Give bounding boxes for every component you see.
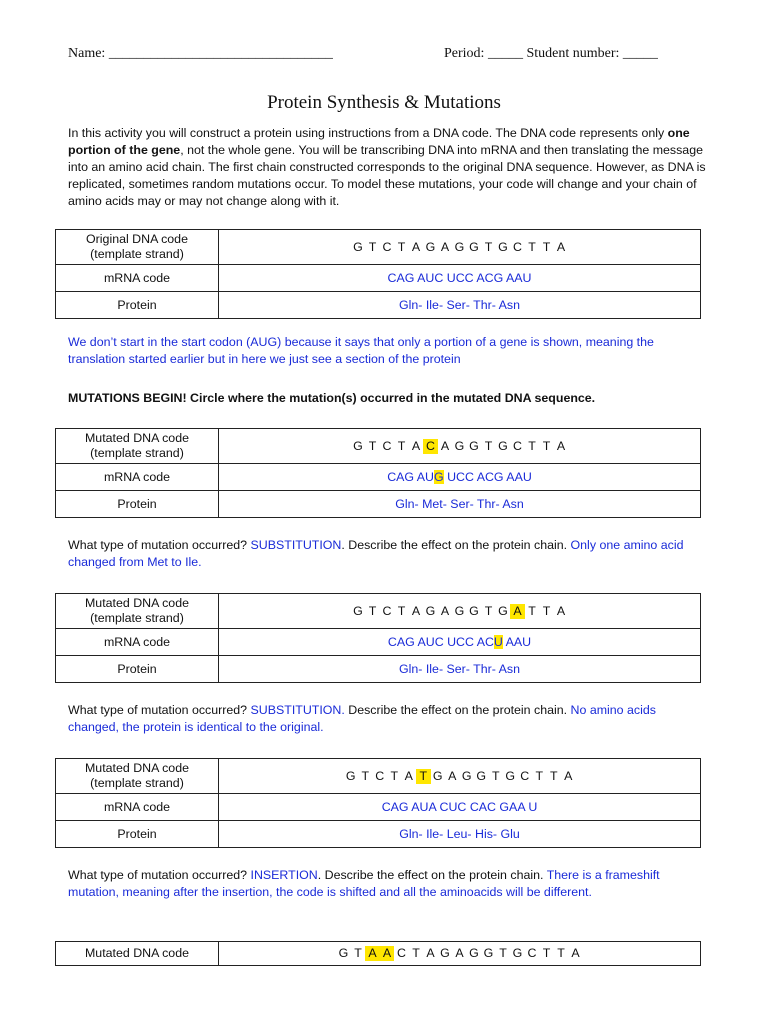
- answer-effect: Only one amino acid changed from Met to Ile.: [68, 538, 684, 569]
- intro-text-2: , not the whole gene. You will be transcribing DNA into mRNA and then translating the message into an amino acid chain. The first chain constructed corresponds to the original DNA sequence. However, as DNA is replicated, sometimes random mutations occur. To model these mutations, your code will change and your chain of amino acids may or may not change along with it.: [68, 143, 706, 208]
- dna-base: T: [542, 603, 551, 618]
- question-text-middle: . Describe the effect on the protein chain.: [341, 538, 571, 552]
- dna-base: T: [390, 768, 399, 783]
- label-line-1: Original DNA code: [86, 232, 188, 246]
- dna-code-label: [56, 594, 219, 629]
- dna-base: A: [448, 768, 457, 783]
- dna-code-label: [56, 230, 219, 265]
- dna-base: T: [535, 768, 544, 783]
- protein-label: Protein: [56, 656, 219, 683]
- label-line-2: (template strand): [90, 446, 184, 460]
- dna-sequence: [219, 429, 701, 464]
- label-line-1: Mutated DNA code: [84, 431, 189, 445]
- dna-base: T: [416, 769, 431, 784]
- dna-base: G: [512, 946, 523, 960]
- intro-bold-text: one portion of the gene: [68, 126, 690, 157]
- mrna-code-value: CAG AUA CUC CAC GAA U: [219, 794, 701, 821]
- dna-base: G: [505, 768, 516, 783]
- dna-base: A: [365, 946, 380, 961]
- label-line-1: Mutated DNA code: [84, 761, 189, 775]
- name-field-label: Name: ________________________________: [68, 46, 333, 61]
- dna-base: A: [510, 604, 525, 619]
- dna-sequence: [219, 942, 701, 966]
- dna-base: G: [353, 438, 363, 453]
- dna-base: T: [397, 438, 406, 453]
- dna-base: A: [556, 438, 566, 453]
- dna-base: G: [353, 239, 363, 254]
- dna-base: G: [476, 768, 487, 783]
- period-student-number-label: Period: _____ Student number: _____: [444, 46, 658, 61]
- mrna-highlight: G: [434, 469, 444, 484]
- dna-base: G: [338, 946, 349, 960]
- mrna-code-label: mRNA code: [56, 464, 219, 491]
- dna-base: A: [556, 603, 566, 618]
- dna-base: A: [411, 239, 421, 254]
- dna-base: T: [528, 239, 536, 254]
- label-line-2: (template strand): [90, 776, 184, 790]
- dna-base: T: [549, 768, 558, 783]
- dna-code-label: [56, 429, 219, 464]
- answer-type: INSERTION: [250, 868, 318, 882]
- question-4: [68, 867, 708, 901]
- dna-base: A: [380, 946, 395, 961]
- mrna-post: UCC ACG AAU: [443, 469, 532, 484]
- mrna-highlight: U: [493, 634, 503, 649]
- dna-base: T: [397, 603, 406, 618]
- dna-base: A: [411, 438, 421, 453]
- dna-base: G: [454, 603, 465, 618]
- label-line-1: Mutated DNA code: [84, 596, 189, 610]
- dna-base: G: [353, 603, 363, 618]
- mrna-code-label: mRNA code: [56, 794, 219, 821]
- dna-base: T: [491, 768, 500, 783]
- mrna-pre: CAG AU: [387, 469, 435, 484]
- label-line-2: (template strand): [90, 611, 184, 625]
- dna-base: G: [498, 438, 508, 453]
- dna-base: A: [411, 603, 421, 618]
- dna-base: G: [432, 768, 443, 783]
- intro-paragraph: [68, 125, 708, 210]
- dna-base: A: [455, 946, 464, 960]
- question-text: What type of mutation occurred?: [68, 868, 251, 882]
- mutated-dna-table-4: [55, 941, 701, 966]
- dna-base: A: [556, 239, 566, 254]
- dna-base: T: [361, 768, 370, 783]
- dna-base: T: [397, 239, 406, 254]
- dna-code-label: [56, 759, 219, 794]
- mrna-code-label: mRNA code: [56, 629, 219, 656]
- dna-base: G: [469, 946, 479, 960]
- dna-base: T: [528, 438, 536, 453]
- dna-base: C: [397, 946, 406, 960]
- dna-base: G: [461, 768, 472, 783]
- dna-base: G: [498, 603, 508, 618]
- protein-label: Protein: [56, 821, 219, 848]
- dna-base: A: [440, 603, 450, 618]
- question-text-middle: Describe the effect on the protein chain.: [344, 703, 571, 717]
- protein-value: Gln- Ile- Ser- Thr- Asn: [219, 656, 701, 683]
- protein-value: Gln- Met- Ser- Thr- Asn: [219, 491, 701, 518]
- dna-base: T: [484, 603, 493, 618]
- question-text: What type of mutation occurred?: [68, 703, 251, 717]
- dna-base: G: [469, 239, 479, 254]
- dna-base: T: [368, 603, 377, 618]
- answer-note-1: We don’t start in the start codon (AUG) because it says that only a portion of a gene is shown, meaning the translation started earlier but in here we just see a section of the protein: [68, 335, 654, 366]
- question-3: [68, 702, 708, 736]
- protein-label: Protein: [56, 491, 219, 518]
- dna-base: T: [354, 946, 362, 960]
- mrna-code-value: [219, 629, 701, 656]
- dna-base: T: [412, 946, 420, 960]
- dna-base: T: [484, 239, 493, 254]
- dna-base: T: [368, 438, 377, 453]
- dna-base: G: [345, 768, 356, 783]
- dna-base: G: [425, 239, 436, 254]
- dna-base: C: [513, 239, 522, 254]
- dna-base: T: [542, 946, 551, 960]
- mrna-code-value: [219, 464, 701, 491]
- dna-base: G: [425, 603, 436, 618]
- dna-base: C: [382, 438, 392, 453]
- dna-code-label: Mutated DNA code: [56, 942, 219, 966]
- page-title: Protein Synthesis & Mutations: [267, 92, 501, 113]
- mutations-heading: MUTATIONS BEGIN! Circle where the mutation(s) occurred in the mutated DNA sequence.: [68, 391, 596, 405]
- dna-base: G: [469, 438, 479, 453]
- original-dna-table: [55, 229, 701, 319]
- answer-type: SUBSTITUTION.: [250, 703, 345, 717]
- dna-base: T: [484, 438, 493, 453]
- dna-base: C: [513, 438, 522, 453]
- dna-base: C: [423, 439, 438, 454]
- dna-base: G: [454, 438, 465, 453]
- dna-base: C: [375, 768, 385, 783]
- question-2: [68, 537, 708, 571]
- question-text: What type of mutation occurred?: [68, 538, 251, 552]
- dna-base: T: [528, 603, 536, 618]
- dna-base: G: [483, 946, 494, 960]
- dna-base: A: [426, 946, 435, 960]
- protein-value: Gln- Ile- Ser- Thr- Asn: [219, 292, 701, 319]
- mrna-pre: CAG AUC UCC AC: [387, 634, 494, 649]
- dna-base: G: [440, 946, 450, 960]
- dna-sequence: [219, 759, 701, 794]
- answer-effect: No amino acids changed, the protein is identical to the original.: [68, 703, 656, 734]
- dna-base: T: [542, 438, 551, 453]
- dna-base: G: [469, 603, 479, 618]
- mrna-code-value: CAG AUC UCC ACG AAU: [219, 265, 701, 292]
- dna-base: T: [499, 946, 507, 960]
- answer-type: SUBSTITUTION: [250, 538, 342, 552]
- dna-base: T: [557, 946, 565, 960]
- dna-base: A: [564, 768, 573, 783]
- dna-base: C: [382, 603, 392, 618]
- dna-base: C: [382, 239, 392, 254]
- protein-value: Gln- Ile- Leu- His- Glu: [219, 821, 701, 848]
- intro-text-1: In this activity you will construct a protein using instructions from a DNA code. The DNA code represents only: [68, 126, 668, 140]
- mutated-dna-table-1: [55, 428, 701, 518]
- answer-effect: There is a frameshift mutation, meaning after the insertion, the code is shifted and all the aminoacids will be different.: [68, 868, 660, 899]
- dna-base: G: [498, 239, 508, 254]
- dna-base: A: [571, 946, 580, 960]
- dna-base: T: [368, 239, 377, 254]
- dna-base: A: [404, 768, 413, 783]
- dna-base: A: [440, 438, 450, 453]
- mutated-dna-table-3: [55, 758, 701, 848]
- mrna-code-label: mRNA code: [56, 265, 219, 292]
- mrna-post: AAU: [502, 634, 532, 649]
- dna-sequence: [219, 594, 701, 629]
- label-line-2: (template strand): [90, 247, 184, 261]
- dna-base: T: [542, 239, 551, 254]
- question-text-middle: . Describe the effect on the protein chain.: [317, 868, 547, 882]
- mutated-dna-table-2: [55, 593, 701, 683]
- dna-base: A: [440, 239, 450, 254]
- protein-label: Protein: [56, 292, 219, 319]
- dna-base: C: [520, 768, 530, 783]
- dna-base: G: [454, 239, 465, 254]
- dna-base: C: [527, 946, 537, 960]
- dna-sequence: [219, 230, 701, 265]
